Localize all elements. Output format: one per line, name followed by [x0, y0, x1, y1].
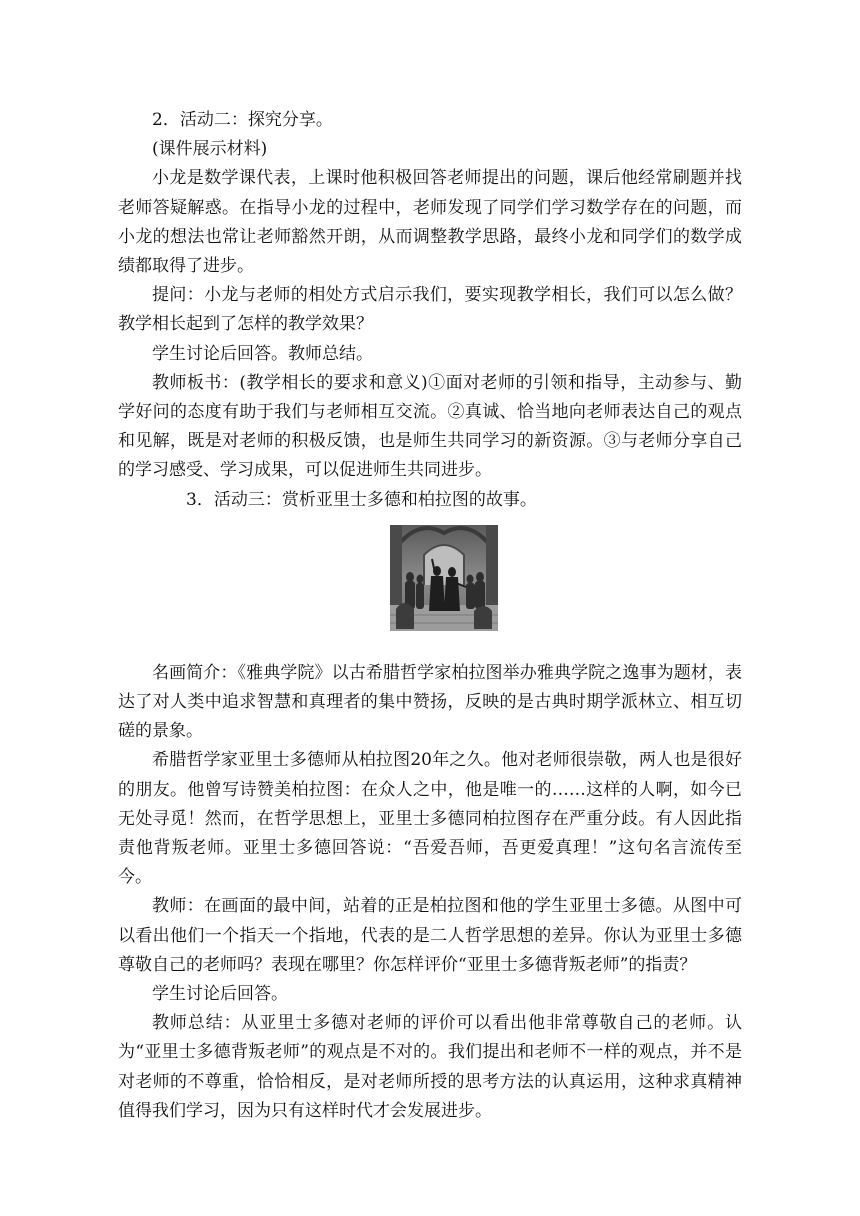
- painting-intro-paragraph: 名画简介：《雅典学院》以古希腊哲学家柏拉图举办雅典学院之逸事为题材，表达了对人类中追求智慧和真理者的集中赞扬，反映的是古典时期学派林立、相互切磋的景象。: [118, 662, 742, 742]
- activity-two-heading: 2．活动二：探究分享。: [152, 110, 333, 130]
- courseware-note: (课件展示材料): [152, 139, 268, 160]
- activity-three-heading: 3．活动三：赏析亚里士多德和柏拉图的故事。: [186, 489, 537, 510]
- blackboard-summary-paragraph: 教师板书：(教学相长的要求和意义)①面对老师的引领和指导，主动参与、勤学好问的态度有助于我们与老师相互交流。②真诚、恰当地向老师表达自己的观点和见解，既是对老师的积极反馈，也是师生共同学习的新资源。③与老师分享自己的学习感受、学习成果，可以促进师生共同进步。: [118, 372, 742, 481]
- teacher-question-paragraph: 教师：在画面的最中间，站着的正是柏拉图和他的学生亚里士多德。从图中可以看出他们一个指天一个指地，代表的是二人哲学思想的差异。你认为亚里士多德尊敬自己的老师吗？表现在哪里？你怎样评价“亚里士多德背叛老师”的指责？: [118, 896, 742, 975]
- xiaolong-story-paragraph: 小龙是数学课代表，上课时他积极回答老师提出的问题，课后他经常刷题并找老师答疑解惑。在指导小龙的过程中，老师发现了同学们学习数学存在的问题，而小龙的想法也常让老师豁然开朗，从而调整教学思路，最终小龙和同学们的数学成绩都取得了进步。: [118, 168, 742, 277]
- question-paragraph: 提问：小龙与老师的相处方式启示我们，要实现教学相长，我们可以怎么做？教学相长起到了怎样的教学效果？: [118, 285, 742, 335]
- school-of-athens-painting: [390, 525, 498, 631]
- discussion-note: 学生讨论后回答。教师总结。: [152, 343, 373, 364]
- document-body: [118, 106, 742, 1126]
- spacer: [118, 641, 742, 659]
- aristotle-story-paragraph: 希腊哲学家亚里士多德师从柏拉图20年之久。他对老师很崇敬，两人也是很好的朋友。他曾写诗赞美柏拉图：在众人之中，他是唯一的……这样的人啊，如今已无处寻觅！然而，在哲学思想上，亚里士多德同柏拉图存在严重分歧。有人因此指责他背叛老师。亚里士多德回答说：“吾爱吾师，吾更爱真理！”这句名言流传至今。: [118, 750, 742, 888]
- student-discussion-note: 学生讨论后回答。: [152, 984, 288, 1005]
- teacher-summary-paragraph: 教师总结：从亚里士多德对老师的评价可以看出他非常尊敬自己的老师。认为“亚里士多德背叛老师”的观点是不对的。我们提出和老师不一样的观点，并不是对老师的不尊重，恰恰相反，是对老师所授的思考方法的认真运用，这种求真精神值得我们学习，因为只有这样时代才会发展进步。: [118, 1013, 742, 1121]
- painting-image: [390, 525, 498, 631]
